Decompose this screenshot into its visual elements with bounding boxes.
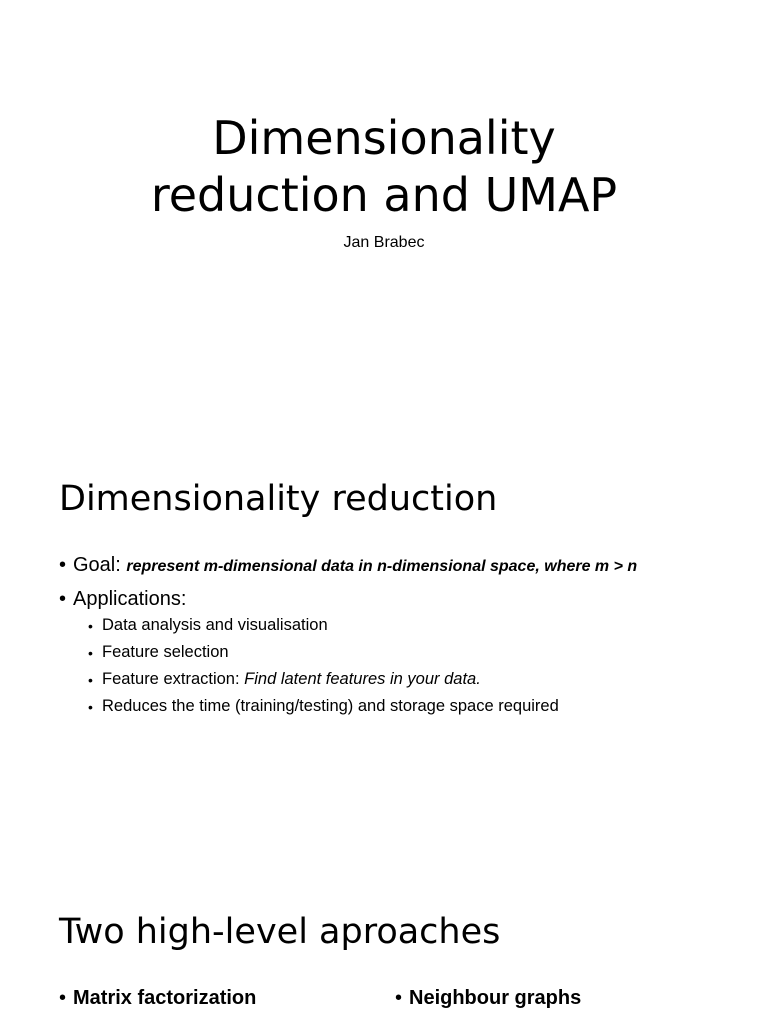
applications-bullet [59, 587, 637, 716]
presentation-title [0, 110, 768, 224]
bullet-icon: • [59, 588, 67, 610]
application-text: Feature extraction: [102, 670, 245, 688]
application-text: Feature selection [102, 643, 229, 661]
goal-bullet [59, 553, 637, 579]
approach-matrix-factorization [59, 986, 256, 1010]
applications-list [88, 615, 637, 716]
bullet-icon: • [59, 987, 67, 1009]
bullet-icon: • [88, 618, 93, 634]
title-line-2: reduction and UMAP [150, 168, 618, 222]
list-item [88, 669, 637, 689]
list-item [88, 615, 637, 635]
approaches-slide [0, 864, 768, 1024]
bullet-icon: • [59, 554, 67, 576]
slide-heading: Dimensionality reduction [59, 479, 498, 519]
author-name: Jan Brabec [343, 234, 425, 251]
bullet-icon: • [88, 645, 93, 661]
approach-label: Neighbour graphs [409, 987, 582, 1009]
list-item [88, 642, 637, 662]
feature-extraction-detail: Find latent features in your data. [244, 670, 481, 688]
application-text: Reduces the time (training/testing) and storage space required [102, 697, 559, 715]
goal-text: represent m-dimensional data in n-dimensional space, where m > n [126, 558, 638, 575]
approach-neighbour-graphs [395, 986, 581, 1010]
applications-label: Applications: [73, 588, 187, 610]
bullet-list [59, 553, 637, 724]
dimensionality-reduction-slide [0, 432, 768, 864]
goal-label: Goal: [73, 554, 127, 576]
bullet-icon: • [88, 699, 93, 715]
bullet-icon: • [88, 672, 93, 688]
title-line-1: Dimensionality [212, 111, 556, 165]
approach-label: Matrix factorization [73, 987, 257, 1009]
slide-heading: Two high-level aproaches [59, 912, 501, 952]
application-text: Data analysis and visualisation [102, 616, 328, 634]
list-item [88, 696, 637, 716]
bullet-icon: • [395, 987, 403, 1009]
title-slide [0, 0, 768, 432]
